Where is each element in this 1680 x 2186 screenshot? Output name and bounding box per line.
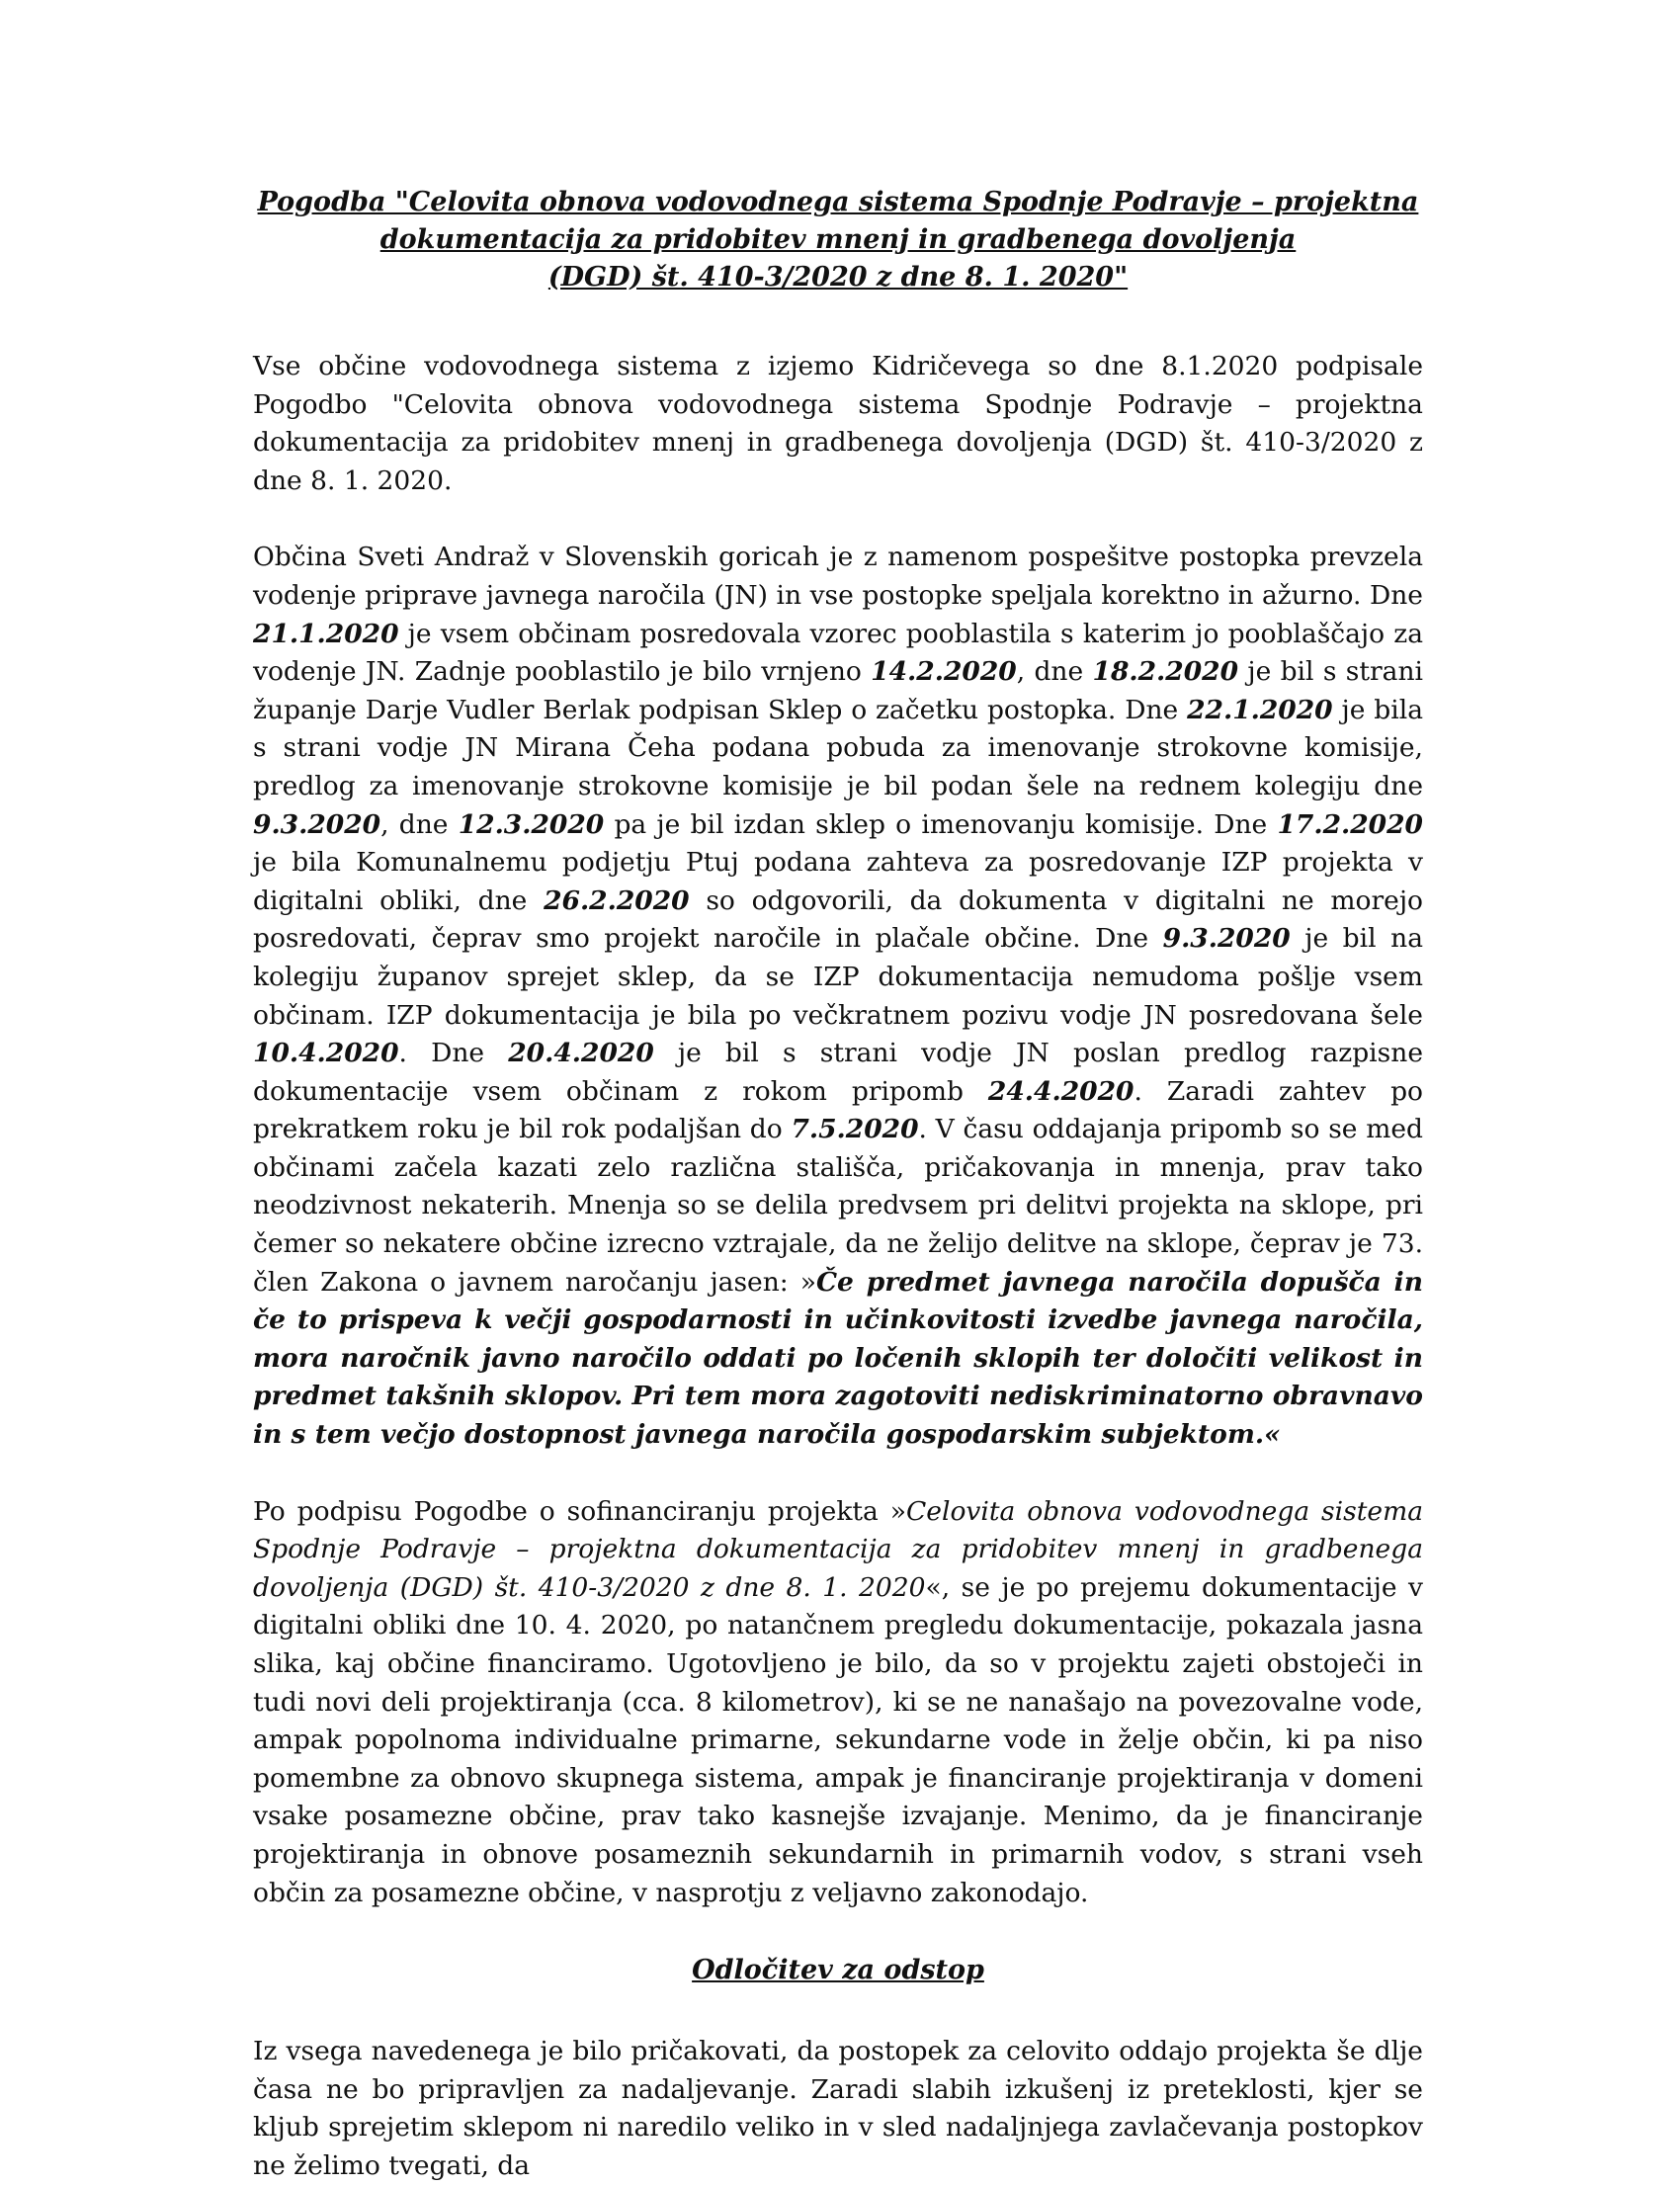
date: 9.3.2020	[1162, 923, 1291, 955]
paragraph-signing: Vse občine vodovodnega sistema z izjemo Kidričevega so dne 8.1.2020 podpisale Pogodbo "Celovita obnova vodovodnega sistema Spodnje Podravje – projektna dokumentacija za pridobitev mnenj in gradbenega dovoljenja (DGD) št. 410-3/2020 z dne 8. 1. 2020.	[253, 351, 1423, 496]
text-run: . Dne	[398, 1038, 509, 1069]
text-run: je bil s strani vodje JN poslan predlog razpisne dokumentacije vsem občinam z rokom pripomb	[253, 1038, 1423, 1107]
document-title	[253, 184, 1423, 296]
text-run: «, se je po prejemu dokumentacije v digitalni obliki dne 10. 4. 2020, po natančnem pregledu dokumentacije, pokazala jasna slika, kaj občine financiramo. Ugotovljeno je bilo, da so v projektu zajeti obstoječi in tudi novi deli projektiranja (cca. 8 kilometrov), ki se ne nanašajo na povezovalne vode, ampak popolnoma individualne primarne, sekundarne vode in želje občin, ki pa niso pomembne za obnovo skupnega sistema, ampak je financiranje projektiranja v domeni vsake posamezne občine, prav tako kasnejše izvajanje. Menimo, da je financiranje projektiranja in obnove posameznih sekundarnih in primarnih vodov, s strani vseh občin za posamezne občine, v nasprotju z veljavno zakonodajo.	[253, 1571, 1423, 1908]
title-line-1: Pogodba "Celovita obnova vodovodnega sistema Spodnje Podravje – projektna	[257, 187, 1419, 217]
date: 24.4.2020	[987, 1075, 1134, 1107]
date: 21.1.2020	[253, 618, 399, 649]
law-quote: Če predmet javnega naročila dopušča in če to prispeva k večji gospodarnosti in učinkovitosti izvedbe javnega naročila, mora naročnik javno naročilo oddati po ločenih sklopih ter določiti velikost in predmet takšnih sklopov. Pri tem mora zagotoviti nediskriminatorno obravnavo in s tem večjo dostopnost javnega naročila gospodarskim subjektom.«	[253, 1266, 1423, 1451]
date: 7.5.2020	[791, 1114, 919, 1145]
paragraph-findings	[253, 1493, 1423, 1913]
section-heading: Odločitev za odstop	[692, 1955, 984, 1986]
text-run: je bila s strani vodje JN Mirana Čeha podana pobuda za imenovanje strokovne komisije, predlog za imenovanje strokovne komisije je bil podan šele na rednem kolegiju dne	[253, 694, 1423, 801]
date: 14.2.2020	[871, 656, 1017, 688]
date: 22.1.2020	[1187, 694, 1333, 725]
text-run: . V času oddajanja pripomb so se med občinami začela kazati zelo različna stališča, pričakovanja in mnenja, prav tako neodzivnost nekaterih. Mnenja so se delila predvsem pri delitvi projekta na sklope, pri čemer so nekatere občine izrecno vztrajale, da ne želijo delitve na sklope, čeprav je 73. člen Zakona o javnem naročanju jasen: »	[253, 1114, 1423, 1298]
project-name: Celovita obnova vodovodnega sistema Spodnje Podravje – projektna dokumentacija za pridobitev mnenj in gradbenega dovoljenja (DGD) št. 410-3/2020 z dne 8. 1. 2020	[253, 1495, 1423, 1603]
date: 9.3.2020	[253, 808, 381, 840]
title-line-3: (DGD) št. 410-3/2020 z dne 8. 1. 2020"	[547, 262, 1129, 293]
date: 18.2.2020	[1092, 656, 1239, 688]
text-run: , dne	[380, 808, 459, 840]
date: 10.4.2020	[253, 1038, 399, 1069]
text-run: so odgovorili, da dokumenta v digitalni ne morejo posredovati, čeprav smo projekt naročile in plačale občine. Dne	[253, 884, 1424, 955]
text-run: je bil na kolegiju županov sprejet sklep, da se IZP dokumentacija nemudoma pošlje vsem občinam. IZP dokumentacija je bila po večkratnem pozivu vodje JN posredovana šele	[253, 923, 1423, 1031]
text-run: pa je bil izdan sklep o imenovanju komisije. Dne	[604, 808, 1278, 840]
date: 26.2.2020	[544, 884, 690, 916]
date: 20.4.2020	[508, 1038, 654, 1069]
paragraph-decision: Iz vsega navedenega je bilo pričakovati, da postopek za celovito oddajo projekta še dlje časa ne bo pripravljen za nadaljevanje. Zaradi slabih izkušenj iz preteklosti, kjer se kljub sprejetim sklepom ni naredilo veliko in v sled nadaljnjega zavlačevanja postopkov ne želimo tvegati, da	[253, 2036, 1423, 2181]
text-run: . Zaradi zahtev po prekratkem roku je bil rok podaljšan do	[253, 1075, 1423, 1145]
text-run: Po podpisu Pogodbe o sofinanciranju projekta »	[253, 1495, 907, 1527]
date: 17.2.2020	[1277, 808, 1423, 840]
text-run: je vsem občinam posredovala vzorec pooblastila s katerim jo pooblaščajo za vodenje JN. Zadnje pooblastilo je bilo vrnjeno	[253, 618, 1423, 688]
title-line-2: dokumentacija za pridobitev mnenj in gradbenega dovoljenja	[379, 224, 1297, 255]
text-run: , dne	[1016, 656, 1093, 688]
text-run: Občina Sveti Andraž v Slovenskih goricah je z namenom pospešitve postopka prevzela vodenje priprave javnega naročila (JN) in vse postopke speljala korektno in ažurno. Dne	[253, 542, 1423, 611]
text-run: je bil s strani županje Darje Vudler Berlak podpisan Sklep o začetku postopka. Dne	[253, 656, 1424, 725]
date: 12.3.2020	[458, 808, 605, 840]
paragraph-procedure	[253, 539, 1423, 1454]
text-run: je bila Komunalnemu podjetju Ptuj podana zahteva za posredovanje IZP projekta v digitalni obliki, dne	[253, 847, 1423, 916]
